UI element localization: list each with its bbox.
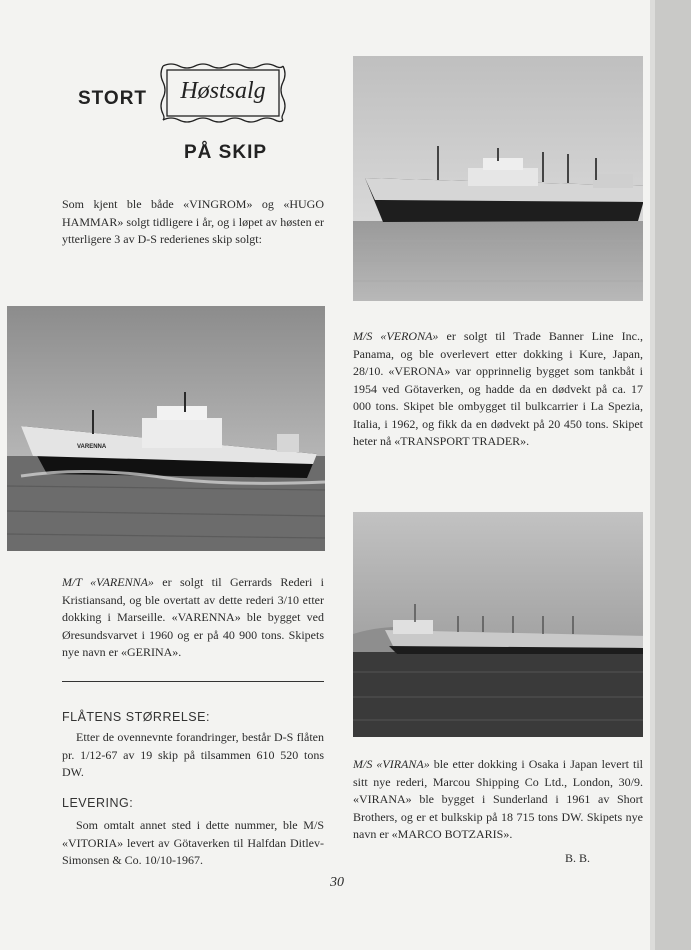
levering-heading: LEVERING: xyxy=(62,796,134,810)
varenna-text: er solgt til Gerrards Rederi i Kristiansand, og ble overtatt av dette rederi 3/10 etter dokking i Marseille. «VARENNA» ble bygget ved Øresundsvarvet i 1960 og er på 40 900 tons. Skipets nye navn er «GERINA». xyxy=(62,575,324,659)
title-word-stort: STORT xyxy=(78,88,148,109)
varenna-paragraph xyxy=(62,574,324,662)
photo-virana xyxy=(353,512,643,737)
virana-text: ble etter dokking i Osaka i Japan levert til sitt nye rederi, Marcou Shipping Co Ltd., London, 30/9. «VIRANA» ble bygget i Sunderland i 1961 av Short Brothers, og er et bulkskip på 18 715 tons DW. Skipets nye navn er «MARCO BOTZARIS». xyxy=(353,757,644,841)
intro-paragraph: Som kjent ble både «VINGROM» og «HUGO HAMMAR» solgt tidligere i år, og i løpet av høsten er ytterligere 3 av D-S rederienes skip solgt: xyxy=(62,197,324,246)
verona-text: er solgt til Trade Banner Line Inc., Panama, og ble overlevert etter dokking i Kure, Japan, 28/10. «VERONA» var opprinnelig bygget som tankbåt i 1954 ved Götaverken, og hadde da en dødvekt på ca. 17 000 tons. Skipet ble ombygget til bulkcarrier i La Spezia, Italia, i 1962, og fikk da en dødvekt på 20 450 tons. Skipet heter nå «TRANSPORT TRADER». xyxy=(353,329,644,448)
flaten-text: Etter de ovennevnte forandringer, består D-S flåten pr. 1/12-67 av 19 skip på tilsammen 610 520 tons DW. xyxy=(62,730,324,779)
verona-ship-name: M/S «VERONA» xyxy=(353,329,439,343)
title-framed-hoestsalg: Høstsalg xyxy=(180,78,266,104)
flaten-heading: FLÅTENS STØRRELSE: xyxy=(62,710,210,724)
author-signature: B. B. xyxy=(565,851,591,865)
virana-paragraph xyxy=(353,756,643,844)
varenna-ship-name: M/T «VARENNA» xyxy=(62,575,154,589)
page-edge xyxy=(655,0,691,950)
verona-paragraph xyxy=(353,328,643,451)
section-divider xyxy=(62,681,324,682)
flaten-paragraph xyxy=(62,729,324,782)
page-number: 30 xyxy=(330,875,344,890)
ornamental-title-frame xyxy=(157,60,289,126)
photo-varenna xyxy=(7,306,325,551)
varenna-hull-name: VARENNA xyxy=(77,444,107,450)
levering-paragraph xyxy=(62,817,324,870)
title-word-paa-skip: PÅ SKIP xyxy=(184,142,268,163)
photo-verona xyxy=(353,56,643,301)
virana-ship-name: M/S «VIRANA» xyxy=(353,757,430,771)
levering-text: Som omtalt annet sted i dette nummer, ble M/S «VITORIA» levert av Götaverken til Halfdan Ditlev-Simonsen & Co. 10/10-1967. xyxy=(62,818,324,867)
